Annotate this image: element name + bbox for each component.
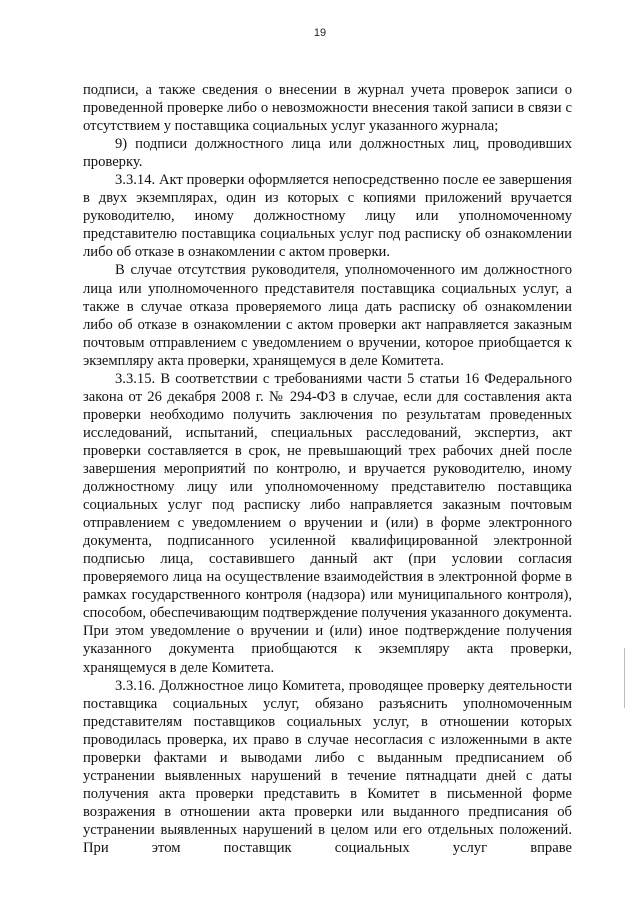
paragraph-clause-3-3-16: 3.3.16. Должностное лицо Комитета, проводящее проверку деятельности поставщика социальных услуг, обязано разъяснить уполномоченным представителям поставщиков социальных услуг, в отношении которых проводилась проверка, их право в случае несогласия с изложенными в акте проверки фактами и выводами либо с выданным предписанием об устранении выявленных нарушений в течение пятнадцати дней с даты получения акта проверки представить в Комитет в письменной форме возражения в отношении акта проверки или выданного предписания об устранении выявленных нарушений в целом или его отдельных положений. При этом поставщик социальных услуг вправе [83, 677, 572, 856]
paragraph-clause-3-3-15: 3.3.15. В соответствии с требованиями части 5 статьи 16 Федерального закона от 26 декабря 2008 г. № 294-ФЗ в случае, если для составления акта проверки необходимо получить заключения по результатам проведенных исследований, испытаний, специальных расследований, экспертиз, акт проверки составляется в срок, не превышающий трех рабочих дней после завершения мероприятий по контролю, и вручается руководителю, иному должностному лицу или уполномоченному представителю поставщика социальных услуг под расписку либо направляется заказным почтовым отправлением с уведомлением о вручении и (или) в форме электронного документа, подписанного усиленной квалифицированной электронной подписью лица, составившего данный акт (при условии согласия проверяемого лица на осуществление взаимодействия в электронной форме в рамках государственного контроля (надзора) или муниципального контроля), способом, обеспечивающим подтверждение получения указанного документа. При этом уведомление о вручении и (или) иное подтверждение получения указанного документа приобщаются к экземпляру акта проверки, хранящемуся в деле Комитета. [83, 370, 573, 676]
paragraph-item-9: 9) подписи должностного лица или должностных лиц, проводивших проверку. [83, 136, 572, 171]
paragraph-clause-3-3-14: 3.3.14. Акт проверки оформляется непосредственно после ее завершения в двух экземплярах, один из которых с копиями приложений вручается руководителю, иному должностному лицу или уполномоченному представителю поставщика социальных услуг под расписку об ознакомлении либо об отказе в ознакомлении с актом проверки. [83, 172, 572, 261]
margin-scan-line [624, 648, 625, 708]
paragraph-continuation: подписи, а также сведения о внесении в журнал учета проверок записи о проведенной проверке либо о невозможности внесения такой записи в связи с отсутствием у поставщика социальных услуг указанного журнала; [83, 82, 572, 135]
page-number: 19 [313, 27, 327, 39]
paragraph-clause-3-3-14-absence: В случае отсутствия руководителя, уполномоченного им должностного лица или уполномоченного представителя поставщика социальных услуг, а также в случае отказа проверяемого лица дать расписку об ознакомлении либо об отказе в ознакомлении с актом проверки акт направляется заказным почтовым отправлением с уведомлением о вручении, которое приобщается к экземпляру акта проверки, хранящемуся в деле Комитета. [83, 262, 572, 369]
document-body [83, 81, 572, 857]
